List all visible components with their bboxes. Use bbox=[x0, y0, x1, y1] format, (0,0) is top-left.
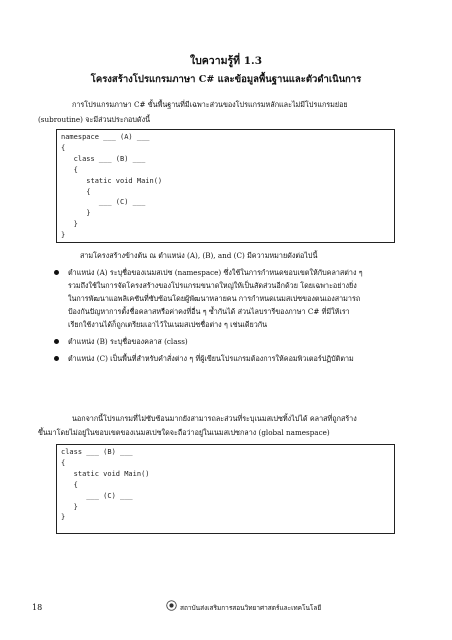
bullet-line: ป้องกันปัญหาการตั้งชื่อคลาสหรือค่าคงที่อื่น ๆ ซ้ำกันได้ ส่วนไลบรารีของภาษา C# ที่มีให้เรา bbox=[68, 307, 350, 316]
list-item bbox=[54, 266, 400, 331]
bullet-line: เรียกใช้งานได้ก็ถูกเตรียมเอาไว้ในเนมสเปซชื่อต่าง ๆ เช่นเดียวกัน bbox=[68, 320, 267, 329]
intro-line-1: การโปรแกรมภาษา C# ขั้นพื้นฐานที่มีเฉพาะส่วนของโปรแกรมหลักและไม่มีโปรแกรมย่อย bbox=[72, 100, 348, 109]
bullet-line: ตำแหน่ง (C) เป็นพื้นที่สำหรับคำสั่งต่าง ๆ ที่ผู้เขียนโปรแกรมต้องการให้คอมพิวเตอร์ปฏิบัติตาม bbox=[68, 354, 354, 363]
code-line: } bbox=[61, 209, 91, 218]
outro-line-2: ขึ้นมาโดยไม่อยู่ในขอบเขตของเนมสเปซใดจะถือว่าอยู่ในเนมสเปซกลาง (global namespace) bbox=[38, 428, 330, 437]
bullet-line: ในการพัฒนาแอพลิเคชันที่ซับซ้อนโดยผู้พัฒนาหลายคน การกำหนดเนมสเปซของตนเองสามารถ bbox=[68, 294, 361, 303]
explain-text: สามโครงสร้างข้างต้น ณ ตำแหน่ง (A), (B), and (C) มีความหมายดังต่อไปนี้ bbox=[80, 251, 318, 260]
bullet-icon bbox=[54, 270, 59, 275]
code-line: { bbox=[61, 143, 66, 152]
code-line: } bbox=[61, 231, 66, 240]
bullet-icon bbox=[54, 339, 59, 344]
code-line: class ___ (B) ___ bbox=[61, 448, 133, 456]
code-text-class bbox=[57, 445, 394, 525]
code-line: } bbox=[61, 220, 78, 229]
footer-org-name: สถาบันส่งเสริมการสอนวิทยาศาสตร์และเทคโนโลยี bbox=[180, 604, 322, 612]
outro-line-1: นอกจากนี้โปรแกรมที่ไม่ซับซ้อนมากยังสามารถละส่วนที่ระบุเนมสเปซทิ้งไปได้ คลาสที่ถูกสร้าง bbox=[72, 414, 357, 423]
code-line: { bbox=[61, 165, 78, 174]
code-text-namespace bbox=[57, 130, 394, 243]
page-subtitle: โครงสร้างโปรแกรมภาษา C# และข้อมูลพื้นฐานและตัวดำเนินการ bbox=[90, 74, 362, 85]
code-block-namespace bbox=[56, 129, 395, 243]
code-line: ___ (C) ___ bbox=[61, 491, 133, 500]
bullet-list bbox=[54, 266, 400, 365]
code-line: } bbox=[61, 502, 78, 511]
code-line: { bbox=[61, 187, 91, 196]
code-line: static void Main() bbox=[61, 176, 163, 185]
code-line: } bbox=[61, 513, 66, 522]
intro-line-2: (subroutine) จะมีส่วนประกอบดังนี้ bbox=[38, 115, 151, 124]
bullet-line: รวมถึงใช้ในการจัดโครงสร้างของโปรแกรมขนาดใหญ่ให้เป็นสัดส่วนอีกด้วย โดยเฉพาะอย่างยิ่ง bbox=[68, 281, 357, 290]
code-line: { bbox=[61, 458, 66, 467]
page-title: ใบความรู้ที่ 1.3 bbox=[189, 55, 262, 67]
list-item bbox=[54, 352, 400, 365]
code-line: class ___ (B) ___ bbox=[61, 154, 146, 163]
page-number: 18 bbox=[32, 603, 43, 612]
code-line: { bbox=[61, 480, 78, 489]
list-item bbox=[54, 335, 400, 348]
bullet-icon bbox=[54, 356, 59, 361]
bullet-line: ตำแหน่ง (B) ระบุชื่อของคลาส (class) bbox=[68, 337, 188, 346]
institute-logo-icon bbox=[166, 600, 177, 611]
code-block-class bbox=[56, 444, 395, 534]
code-line: static void Main() bbox=[61, 469, 150, 478]
bullet-line: ตำแหน่ง (A) ระบุชื่อของเนมสเปซ (namespace) ซึ่งใช้ในการกำหนดขอบเขตให้กับคลาสต่าง ๆ bbox=[68, 268, 363, 277]
code-line: ___ (C) ___ bbox=[61, 198, 146, 207]
code-line: namespace ___ (A) ___ bbox=[61, 133, 150, 141]
